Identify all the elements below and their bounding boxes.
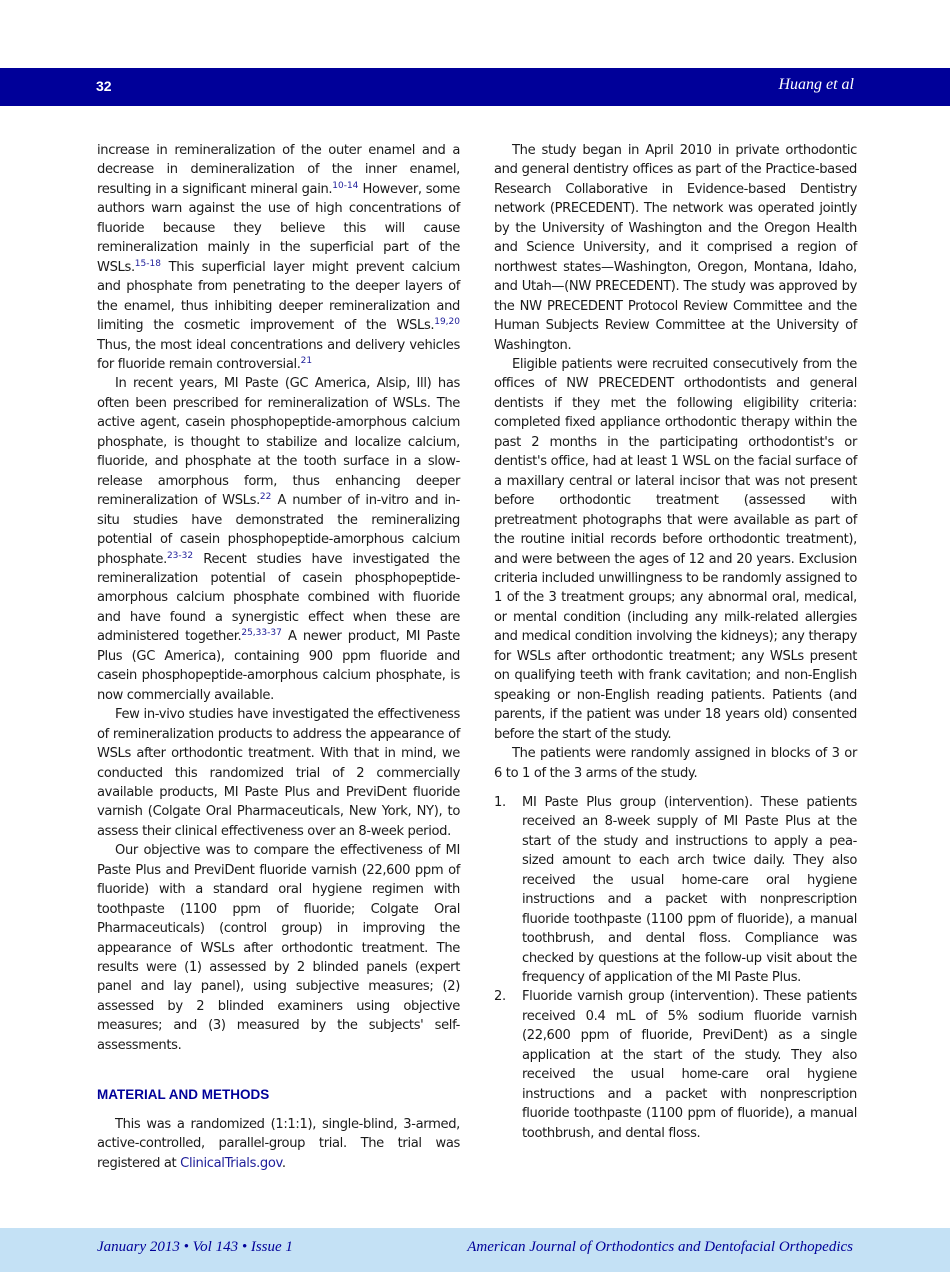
paragraph — [97, 374, 460, 705]
right-column — [494, 141, 857, 1143]
left-column — [97, 141, 460, 1173]
paragraph: Eligible patients were recruited consecutively from the offices of NW PRECEDENT orthodontists and general dentists if they met the following eligibility criteria: completed fixed appliance orthodontic therapy within the past 2 months in the participating orthodontist's or dentist's office, had at least 1 WSL on the facial surface of a maxillary central or lateral incisor that was not present before orthodontic treatment (assessed with pretreatment photographs that were available as part of the routine initial records before orthodontic treatment), and were between the ages of 12 and 20 years. Exclusion criteria included unwillingness to be randomly assigned to 1 of the 3 treatment groups; any abnormal oral, medical, or mental condition (including any milk-related allergies and medical condition involving the kidneys); any therapy for WSLs after orthodontic treatment; any WSLs present on qualifying teeth with frank cavitation; and non-English speaking or non-English reading patients. Patients (and parents, if the patient was under 18 years old) consented before the start of the study. — [494, 356, 857, 742]
reference-citation[interactable]: 22 — [259, 492, 272, 503]
list-item — [494, 793, 857, 988]
journal-name: American Journal of Orthodontics and Dentofacial Orthopedics — [467, 1239, 853, 1255]
treatment-arms-list — [494, 793, 857, 1143]
reference-citation[interactable]: 21 — [300, 355, 313, 366]
clinicaltrials-link[interactable]: ClinicalTrials.gov — [180, 1155, 282, 1171]
text-run: Recent studies have investigated the remineralization potential of casein phosphopeptide-amorphous calcium phosphate combined with fluoride and have found a synergistic effect when these are administered together. — [97, 551, 460, 645]
text-run: This was a randomized (1:1:1), single-blind, 3-armed, active-controlled, parallel-group trial. The trial was registered at — [97, 1116, 460, 1171]
list-item — [494, 987, 857, 1143]
list-item-text: Fluoride varnish group (intervention). These patients received 0.4 mL of 5% sodium fluoride varnish (22,600 ppm of fluoride, PreviDent) as a single application at the start of the study. They also received the usual home-care oral hygiene instructions and a packet with nonprescription fluoride toothpaste (1100 ppm of fluoride), a manual toothbrush, and dental floss. — [522, 989, 857, 1141]
text-run: In recent years, MI Paste (GC America, Alsip, Ill) has often been prescribed for remineralization of WSLs. The active agent, casein phosphopeptide-amorphous calcium phosphate, is thought to stabilize and localize calcium, fluoride, and phosphate at the tooth surface in a slow-release amorphous form, thus enhancing deeper remineralization of WSLs. — [97, 376, 460, 509]
text-run: increase in remineralization of the outer enamel and a decrease in demineralization of the inner enamel, resulting in a significant mineral gain. — [97, 143, 460, 197]
paragraph: Few in-vivo studies have investigated the effectiveness of remineralization products to address the appearance of WSLs after orthodontic treatment. With that in mind, we conducted this randomized trial of 2 commercially available products, MI Paste Plus and PreviDent fluoride varnish (Colgate Oral Pharmaceuticals, New York, NY), to assess their clinical effectiveness over an 8-week period. — [97, 707, 460, 839]
list-item-text: MI Paste Plus group (intervention). These patients received an 8-week supply of MI Paste Plus at the start of the study and instructions to apply a pea-sized amount to each arch twice daily. They also received the usual home-care oral hygiene instructions and a packet with nonprescription fluoride toothpaste (1100 ppm of fluoride), a manual toothbrush, and dental floss. Compliance was checked by questions at the follow-up visit about the frequency of application of the MI Paste Plus. — [522, 794, 857, 986]
text-run: A number of in-vitro and in-situ studies have demonstrated the remineralizing potential of casein phosphopeptide-amorphous calcium phosphate. — [97, 493, 460, 567]
reference-citation[interactable]: 15-18 — [134, 258, 161, 269]
issue-info: January 2013 • Vol 143 • Issue 1 — [97, 1239, 293, 1255]
paragraph: The study began in April 2010 in private orthodontic and general dentistry offices as part of the Practice-based Research Collaborative in Evidence-based Dentistry network (PRECEDENT). The network was operated jointly by the University of Washington and the Oregon Health and Science University, and it comprised a region of northwest states—Washington, Oregon, Montana, Idaho, and Utah—(NW PRECEDENT). The study was approved by the NW PRECEDENT Protocol Review Committee and the Human Subjects Review Committee at the University of Washington. — [494, 143, 857, 353]
paragraph: The patients were randomly assigned in blocks of 3 or 6 to 1 of the 3 arms of the study. — [494, 746, 857, 781]
reference-citation[interactable]: 10-14 — [332, 180, 359, 191]
page-number: 32 — [96, 78, 112, 94]
reference-citation[interactable]: 25,33-37 — [241, 628, 282, 639]
reference-citation[interactable]: 19,20 — [434, 317, 460, 328]
running-footer — [0, 1228, 950, 1272]
paragraph — [97, 141, 460, 374]
text-run: This superficial layer might prevent calcium and phosphate from penetrating to the deeper layers of the enamel, thus inhibiting deeper remineralization and limiting the cosmetic improvement of the WSLs. — [97, 259, 460, 334]
running-header — [0, 68, 950, 106]
reference-citation[interactable]: 23-32 — [166, 550, 194, 561]
text-run: A newer product, MI Paste Plus (GC America), containing 900 ppm fluoride and casein phosphopeptide-amorphous calcium phosphate, is now commercially available. — [97, 629, 460, 703]
paragraph: Our objective was to compare the effectiveness of MI Paste Plus and PreviDent fluoride varnish (22,600 ppm of fluoride) with a standard oral hygiene regimen with toothpaste (1100 ppm of fluoride; Colgate Oral Pharmaceuticals) (control group) in improving the appearance of WSLs after orthodontic treatment. The results were (1) assessed by 2 blinded panels (expert panel and lay panel), using subjective measures; (2) assessed by 2 blinded examiners using objective measures; and (3) measured by the subjects' self-assessments. — [97, 843, 460, 1053]
text-run: However, some authors warn against the use of high concentrations of fluoride because they believe this will cause remineralization mainly in the superficial part of the WSLs. — [97, 181, 460, 275]
list-number: 2. — [494, 989, 506, 1005]
section-heading: MATERIAL AND METHODS — [97, 1087, 270, 1103]
running-head-authors: Huang et al — [778, 76, 854, 93]
paragraph — [97, 1115, 460, 1173]
list-number: 1. — [494, 794, 506, 810]
text-run: . — [281, 1155, 286, 1171]
text-run: Thus, the most ideal concentrations and delivery vehicles for fluoride remain controversial. — [97, 337, 460, 372]
